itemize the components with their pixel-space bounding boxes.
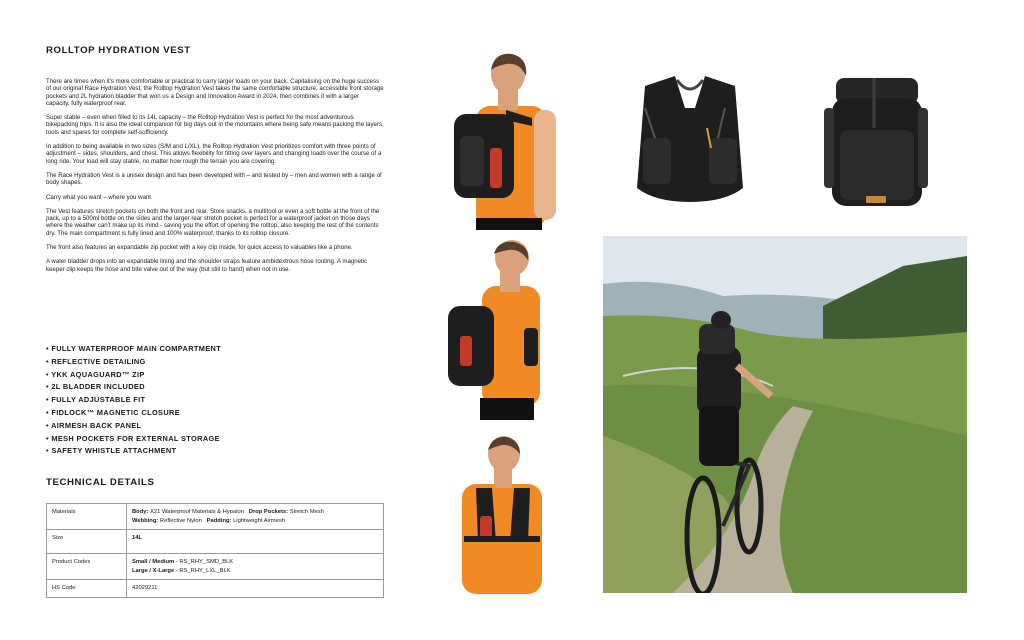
spec-key: Drop Pockets: (248, 509, 289, 515)
feature-item: • SAFETY WHISTLE ATTACHMENT (46, 446, 177, 456)
paragraph: Super stable – even when filled to its 14L capacity – the Rolltop Hydration Vest is perfect for the most adventurous bikepacking trips. It is also the ideal companion for big days out in the mountains where being safe means packing the layers, tools and spares for complete self-sufficiency. (46, 114, 384, 136)
paragraph: In addition to being available in two sizes (S/M and L/XL), the Rolltop Hydration Vest prioritizes comfort with three points of adjustment – sides, shoulders, and chest. This allows flexibility for fitting over layers and changing loads over the course of a long ride. Your load will stay stable, no matter how rough the terrain you are covering. (46, 143, 382, 165)
photo-vest-back (818, 68, 934, 210)
row-label: HS Code (47, 580, 127, 598)
spec-key: Padding: (206, 517, 232, 524)
description (46, 78, 384, 280)
photo-rider-side-view (440, 238, 566, 420)
feature-item: • REFLECTIVE DETAILING (46, 356, 146, 366)
spec-value: Reflective Nylon (159, 517, 202, 524)
feature-item: • AIRMESH BACK PANEL (46, 420, 142, 430)
row-label: Size (47, 530, 127, 554)
spec-key: Small / Medium (132, 559, 175, 566)
table-row (47, 580, 384, 598)
feature-item: • 2L BLADDER INCLUDED (46, 382, 145, 392)
spec-key: Body: (132, 509, 149, 515)
photo-rider-front-view (452, 432, 552, 594)
spec-value: - RS_RHY_SMD_BLK (174, 559, 234, 566)
table-row (47, 554, 384, 580)
spec-key: Webbing: (132, 517, 159, 524)
photo-mountain-ride (603, 236, 967, 593)
spec-value: Lightweight Airmesh (233, 517, 285, 524)
feature-item: • YKK AQUAGUARD™ ZIP (46, 369, 145, 379)
row-label: Materials (47, 504, 127, 530)
photo-vest-front (625, 68, 755, 208)
paragraph: Carry what you want – where you want (46, 193, 151, 201)
feature-list (46, 343, 221, 458)
technical-details-table (46, 503, 384, 598)
photo-rider-back-view (446, 48, 562, 230)
spec-key: Large / X-Large (132, 567, 175, 574)
technical-details-heading: TECHNICAL DETAILS (46, 477, 155, 488)
table-row (47, 504, 384, 530)
row-label: Product Codes (47, 554, 127, 580)
paragraph: The Vest features stretch pockets on both the front and rear. Store snacks, a multitool or even a soft bottle at the front of the pack, up to a 500ml bottle on the sides and the larger rear stretch pocket is perfect for a waterproof jacket on those days where the weather can’t make up its mind - saving you the effort of opening the rolltop, also keeping the rest of the contents dry. The main compartment is fully lined and 100% waterproof, thanks to its rolltop closure. (46, 207, 380, 237)
materials-value (127, 504, 384, 530)
feature-item: • FULLY ADJUSTABLE FIT (46, 395, 146, 405)
product-codes-value (127, 554, 384, 580)
paragraph: A water bladder drops into an expandable lining and the shoulder straps feature ambidextrous hose routing. A magnetic keeper clip keeps the hose and bite valve out of the way (but still to hand) when not in use. (46, 258, 368, 273)
spec-value: Stretch Mesh (289, 509, 324, 515)
paragraph: The front also features an expandable zip pocket with a key clip inside, for quick access to valuables like a phone. (46, 244, 353, 252)
spec-value: - RS_RHY_LXL_BLK (174, 567, 231, 574)
paragraph: The Race Hydration Vest is a unisex design and has been developed with – and tested by – men and women with a range of body shapes. (46, 171, 382, 187)
paragraph: There are times when it’s more comfortable or practical to carry larger loads on your back. Capitalising on the huge success of our original Race Hydration Vest, the Rolltop Hydration Vest takes the same comfortable structure, accessible front storage pockets and 2L hydration bladder that won us a Design and Innovation Award in 2024, then combines it with a larger capacity, fully waterproof rear. (46, 78, 384, 107)
feature-item: • MESH POCKETS FOR EXTERNAL STORAGE (46, 433, 220, 443)
page-title: ROLLTOP HYDRATION VEST (46, 45, 191, 56)
size-value: 14L (127, 530, 384, 554)
feature-item: • FULLY WATERPROOF MAIN COMPARTMENT (46, 344, 222, 353)
feature-item: • FIDLOCK™ MAGNETIC CLOSURE (46, 407, 180, 417)
spec-value: X21 Waterproof Materials & Hypalon (150, 509, 244, 515)
hs-code-value: 42029211 (127, 580, 384, 598)
table-row (47, 530, 384, 554)
